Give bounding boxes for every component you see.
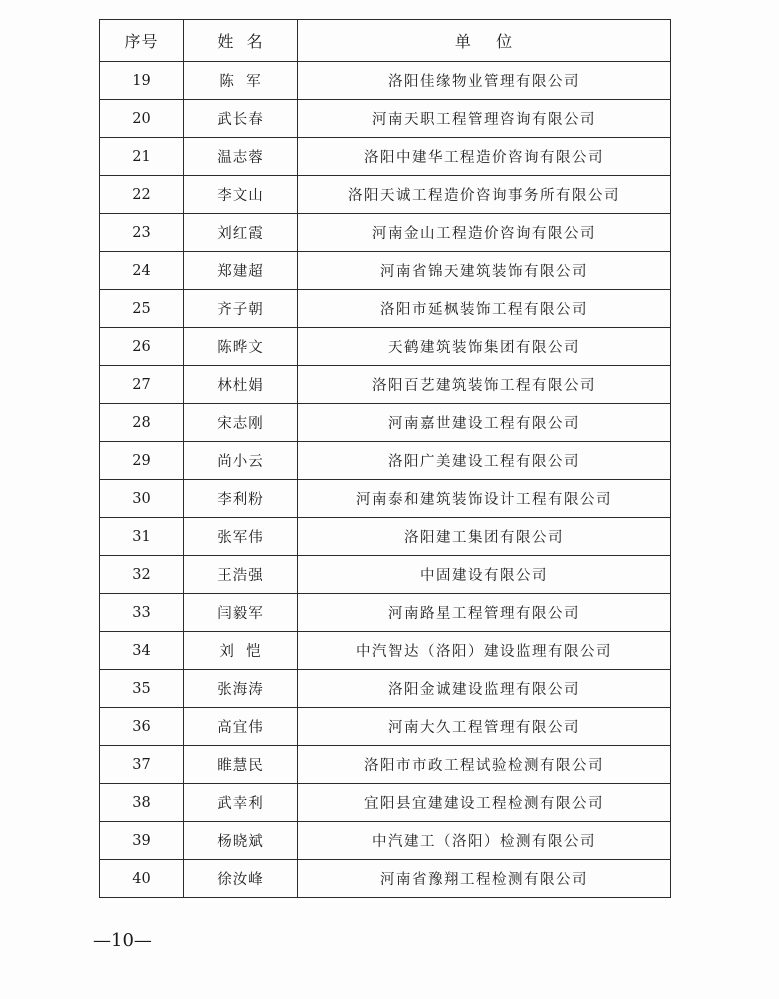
table-row [100, 822, 671, 860]
name-cell: 李利粉 [184, 480, 298, 518]
table-row [100, 594, 671, 632]
page-number: —10— [93, 930, 152, 951]
table-row [100, 100, 671, 138]
name-cell: 刘红霞 [184, 214, 298, 252]
organization-cell: 洛阳佳缘物业管理有限公司 [298, 62, 671, 100]
serial-number-cell: 38 [100, 784, 184, 822]
serial-number-cell: 26 [100, 328, 184, 366]
table-row [100, 328, 671, 366]
name-cell: 徐汝峰 [184, 860, 298, 898]
roster-table [99, 19, 671, 898]
organization-cell: 洛阳广美建设工程有限公司 [298, 442, 671, 480]
organization-cell: 河南嘉世建设工程有限公司 [298, 404, 671, 442]
serial-number-cell: 34 [100, 632, 184, 670]
serial-number-cell: 32 [100, 556, 184, 594]
serial-number-cell: 22 [100, 176, 184, 214]
serial-number-cell: 39 [100, 822, 184, 860]
table-row [100, 708, 671, 746]
organization-cell: 洛阳市市政工程试验检测有限公司 [298, 746, 671, 784]
table-header-row [100, 20, 671, 62]
serial-number-cell: 25 [100, 290, 184, 328]
name-cell: 睢慧民 [184, 746, 298, 784]
serial-number-cell: 23 [100, 214, 184, 252]
name-cell: 宋志刚 [184, 404, 298, 442]
organization-cell: 洛阳市延枫装饰工程有限公司 [298, 290, 671, 328]
serial-number-cell: 30 [100, 480, 184, 518]
organization-cell: 洛阳建工集团有限公司 [298, 518, 671, 556]
organization-cell: 中固建设有限公司 [298, 556, 671, 594]
serial-number-cell: 40 [100, 860, 184, 898]
name-cell: 张军伟 [184, 518, 298, 556]
organization-cell: 洛阳百艺建筑装饰工程有限公司 [298, 366, 671, 404]
serial-number-cell: 29 [100, 442, 184, 480]
organization-cell: 河南泰和建筑装饰设计工程有限公司 [298, 480, 671, 518]
organization-cell: 河南路星工程管理有限公司 [298, 594, 671, 632]
table-row [100, 784, 671, 822]
name-cell: 齐子朝 [184, 290, 298, 328]
table-row [100, 176, 671, 214]
table-row [100, 62, 671, 100]
table-row [100, 404, 671, 442]
table-body [100, 62, 671, 898]
serial-number-cell: 27 [100, 366, 184, 404]
organization-cell: 洛阳金诚建设监理有限公司 [298, 670, 671, 708]
name-cell: 陈晔文 [184, 328, 298, 366]
table-row [100, 366, 671, 404]
serial-number-cell: 24 [100, 252, 184, 290]
serial-number-cell: 21 [100, 138, 184, 176]
serial-number-cell: 20 [100, 100, 184, 138]
organization-cell: 河南金山工程造价咨询有限公司 [298, 214, 671, 252]
organization-cell: 河南省豫翔工程检测有限公司 [298, 860, 671, 898]
organization-cell: 天鹤建筑装饰集团有限公司 [298, 328, 671, 366]
name-cell: 郑建超 [184, 252, 298, 290]
organization-cell: 宜阳县宜建建设工程检测有限公司 [298, 784, 671, 822]
name-cell: 武幸利 [184, 784, 298, 822]
name-cell: 尚小云 [184, 442, 298, 480]
name-cell: 李文山 [184, 176, 298, 214]
header-name: 姓 名 [184, 20, 298, 62]
name-cell: 王浩强 [184, 556, 298, 594]
serial-number-cell: 37 [100, 746, 184, 784]
name-cell: 闫毅军 [184, 594, 298, 632]
table-row [100, 670, 671, 708]
name-cell: 张海涛 [184, 670, 298, 708]
organization-cell: 河南省锦天建筑装饰有限公司 [298, 252, 671, 290]
table-row [100, 214, 671, 252]
header-serial-number: 序号 [100, 20, 184, 62]
name-cell: 温志蓉 [184, 138, 298, 176]
serial-number-cell: 31 [100, 518, 184, 556]
serial-number-cell: 35 [100, 670, 184, 708]
name-cell: 武长春 [184, 100, 298, 138]
name-cell: 高宜伟 [184, 708, 298, 746]
organization-cell: 洛阳天诚工程造价咨询事务所有限公司 [298, 176, 671, 214]
table-row [100, 480, 671, 518]
table-row [100, 860, 671, 898]
table-row [100, 746, 671, 784]
table-row [100, 252, 671, 290]
serial-number-cell: 28 [100, 404, 184, 442]
organization-cell: 河南天职工程管理咨询有限公司 [298, 100, 671, 138]
name-cell: 陈 军 [184, 62, 298, 100]
serial-number-cell: 33 [100, 594, 184, 632]
serial-number-cell: 36 [100, 708, 184, 746]
organization-cell: 洛阳中建华工程造价咨询有限公司 [298, 138, 671, 176]
name-cell: 刘 恺 [184, 632, 298, 670]
organization-cell: 中汽智达（洛阳）建设监理有限公司 [298, 632, 671, 670]
table-row [100, 290, 671, 328]
serial-number-cell: 19 [100, 62, 184, 100]
organization-cell: 河南大久工程管理有限公司 [298, 708, 671, 746]
table-row [100, 138, 671, 176]
table-row [100, 556, 671, 594]
organization-cell: 中汽建工（洛阳）检测有限公司 [298, 822, 671, 860]
table-row [100, 632, 671, 670]
name-cell: 林杜娟 [184, 366, 298, 404]
header-organization: 单 位 [298, 20, 671, 62]
table-row [100, 442, 671, 480]
table-row [100, 518, 671, 556]
name-cell: 杨晓斌 [184, 822, 298, 860]
